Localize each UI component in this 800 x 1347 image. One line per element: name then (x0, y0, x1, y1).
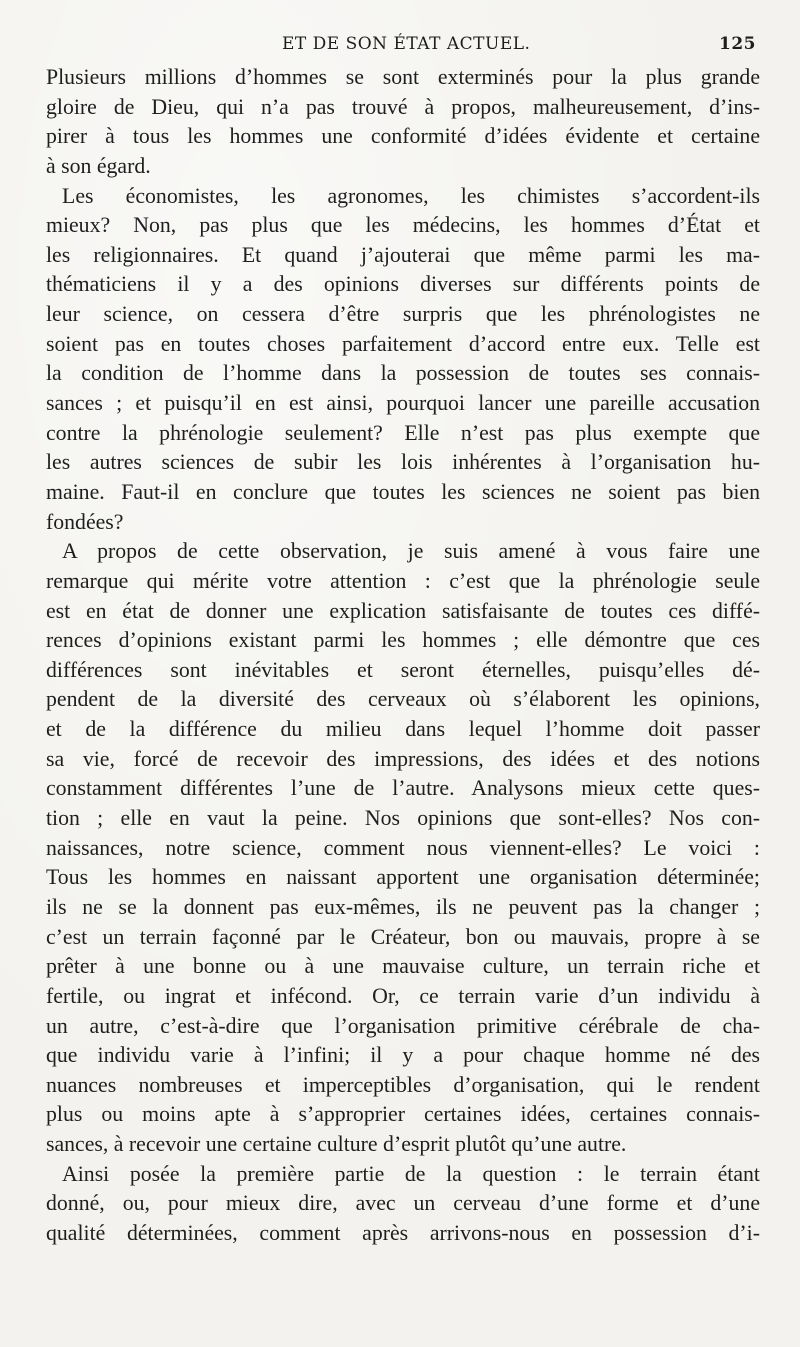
text-line: fertile, ou ingrat et infécond. Or, ce terrain varie d’un individu à (46, 983, 760, 1008)
text-line: à son égard. (46, 153, 151, 178)
text-line: leur science, on cessera d’être surpris que les phrénologistes ne (46, 302, 760, 327)
text-line: gloire de Dieu, qui n’a pas trouvé à propos, malheureusement, d’ins- (46, 94, 760, 119)
text-line: la condition de l’homme dans la possession de toutes ses connais- (46, 361, 760, 386)
text-line: naissances, notre science, comment nous viennent-elles? Le voici : (46, 835, 760, 860)
text-line: c’est un terrain façonné par le Créateur, bon ou mauvais, propre à se (46, 924, 760, 949)
text-line: nuances nombreuses et imperceptibles d’organisation, qui le rendent (46, 1072, 760, 1097)
text-line: fondées? (46, 509, 124, 534)
text-line: les autres sciences de subir les lois inhérentes à l’organisation hu- (46, 450, 760, 475)
page-header (46, 34, 760, 58)
text-line: pendent de la diversité des cerveaux où s’élaborent les opinions, (46, 687, 760, 712)
text-line: remarque qui mérite votre attention : c’est que la phrénologie seule (46, 568, 760, 593)
text-line: contre la phrénologie seulement? Elle n’est pas plus exempte que (46, 420, 760, 445)
text-line: différences sont inévitables et seront éternelles, puisqu’elles dé- (46, 657, 760, 682)
text-line: un autre, c’est-à-dire que l’organisation primitive cérébrale de cha- (46, 1013, 760, 1038)
text-line: A propos de cette observation, je suis amené à vous faire une (62, 539, 760, 564)
text-line: qualité déterminées, comment après arrivons-nous en possession d’i- (46, 1220, 760, 1245)
body-text (46, 63, 760, 1249)
text-line: sa vie, forcé de recevoir des impressions, des idées et des notions (46, 746, 760, 771)
text-line: prêter à une bonne ou à une mauvaise culture, un terrain riche et (46, 954, 760, 979)
text-line: est en état de donner une explication satisfaisante de toutes ces diffé- (46, 598, 760, 623)
page-number: 125 (719, 34, 756, 54)
text-line: donné, ou, pour mieux dire, avec un cerveau d’une forme et d’une (46, 1191, 760, 1216)
text-line: Tous les hommes en naissant apportent une organisation déterminée; (46, 865, 760, 890)
text-line: rences d’opinions existant parmi les hommes ; elle démontre que ces (46, 628, 760, 653)
text-line: Les économistes, les agronomes, les chimistes s’accordent-ils (62, 183, 760, 208)
text-line: maine. Faut-il en conclure que toutes les sciences ne soient pas bien (46, 479, 760, 504)
text-line: que individu varie à l’infini; il y a pour chaque homme né des (46, 1043, 760, 1068)
text-line: ils ne se la donnent pas eux-mêmes, ils ne peuvent pas la changer ; (46, 894, 760, 919)
text-line: thématiciens il y a des opinions diverses sur différents points de (46, 272, 760, 297)
text-line: Ainsi posée la première partie de la question : le terrain étant (62, 1161, 760, 1186)
text-line: pirer à tous les hommes une conformité d’idées évidente et certaine (46, 124, 760, 149)
text-line: Plusieurs millions d’hommes se sont exterminés pour la plus grande (46, 65, 760, 89)
text-line: les religionnaires. Et quand j’ajouterai que même parmi les ma- (46, 242, 760, 267)
running-head: ET DE SON ÉTAT ACTUEL. (282, 34, 531, 54)
text-line: constamment différentes l’une de l’autre. Analysons mieux cette ques- (46, 776, 760, 801)
text-line: sances, à recevoir une certaine culture d’esprit plutôt qu’une autre. (46, 1132, 627, 1157)
text-line: et de la différence du milieu dans lequel l’homme doit passer (46, 717, 760, 742)
text-line: mieux? Non, pas plus que les médecins, les hommes d’État et (46, 213, 760, 238)
text-line: plus ou moins apte à s’approprier certaines idées, certaines connais- (46, 1102, 760, 1127)
text-line: sances ; et puisqu’il en est ainsi, pourquoi lancer une pareille accusation (46, 391, 760, 416)
text-line: tion ; elle en vaut la peine. Nos opinions que sont-elles? Nos con- (46, 806, 760, 831)
text-line: soient pas en toutes choses parfaitement d’accord entre eux. Telle est (46, 331, 760, 356)
